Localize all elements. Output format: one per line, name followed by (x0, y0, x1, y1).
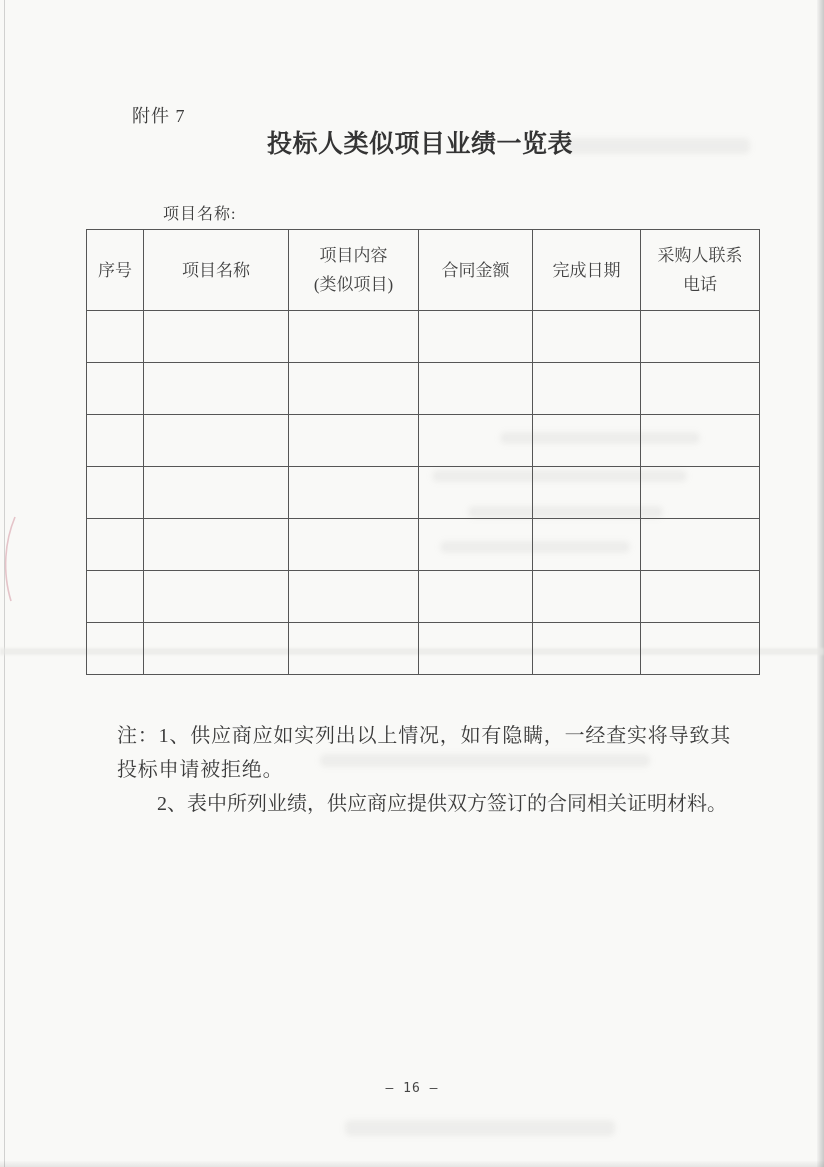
table-row (87, 519, 760, 571)
table-cell (419, 623, 533, 675)
table-body (87, 311, 760, 675)
table-cell (289, 311, 419, 363)
table-cell (419, 363, 533, 415)
column-header-contract-amount: 合同金额 (419, 230, 533, 311)
project-name-label: 项目名称: (163, 206, 237, 223)
table-cell (533, 363, 641, 415)
table-row (87, 415, 760, 467)
scan-artifact-bottom-edge-strip (0, 1161, 824, 1167)
table-header-row (87, 230, 760, 311)
table-cell (144, 519, 289, 571)
column-header-purchaser-phone: 采购人联系 电话 (641, 230, 760, 311)
page-title: 投标人类似项目业绩一览表 (266, 131, 573, 158)
table-cell (289, 363, 419, 415)
table-cell (289, 467, 419, 519)
table-cell (419, 571, 533, 623)
table-cell (533, 571, 641, 623)
table-cell (289, 415, 419, 467)
table-cell (289, 519, 419, 571)
scan-artifact-smudge (345, 1120, 615, 1136)
table-cell (87, 467, 144, 519)
table-cell (144, 415, 289, 467)
table-cell (144, 571, 289, 623)
table-cell (87, 519, 144, 571)
note-line-1: 注：1、供应商应如实列出以上情况，如有隐瞒，一经查实将导致其 (117, 725, 731, 747)
table-cell (87, 623, 144, 675)
scan-artifact-right-edge-strip (817, 0, 824, 1167)
column-header-project-name: 项目名称 (144, 230, 289, 311)
table-row (87, 467, 760, 519)
note-line-3: 2、表中所列业绩，供应商应提供双方签订的合同相关证明材料。 (157, 793, 727, 815)
table-row (87, 363, 760, 415)
table-cell (289, 571, 419, 623)
table-cell (419, 519, 533, 571)
table-row (87, 571, 760, 623)
column-header-completion-date: 完成日期 (533, 230, 641, 311)
table-cell (533, 311, 641, 363)
table-cell (87, 415, 144, 467)
table-cell (641, 571, 760, 623)
table-cell (289, 623, 419, 675)
table-cell (533, 415, 641, 467)
table-cell (144, 311, 289, 363)
table-cell (87, 363, 144, 415)
table-cell (533, 519, 641, 571)
table-cell (641, 415, 760, 467)
table-cell (641, 519, 760, 571)
table-row (87, 311, 760, 363)
table-cell (641, 363, 760, 415)
table-cell (419, 467, 533, 519)
table-cell (87, 311, 144, 363)
table-cell (641, 467, 760, 519)
table-cell (87, 571, 144, 623)
scan-artifact-pink-mark (0, 515, 22, 603)
table-cell (641, 311, 760, 363)
table-cell (144, 363, 289, 415)
table-cell (144, 623, 289, 675)
table-cell (419, 415, 533, 467)
attachment-label: 附件 7 (132, 106, 186, 126)
table-row (87, 623, 760, 675)
table-cell (533, 467, 641, 519)
column-header-project-content: 项目内容 (类似项目) (289, 230, 419, 311)
column-header-index: 序号 (87, 230, 144, 311)
table-cell (419, 311, 533, 363)
table-header (87, 230, 760, 311)
table-cell (144, 467, 289, 519)
page-number: — 16 — (385, 1081, 439, 1096)
table-cell (641, 623, 760, 675)
scan-artifact-smudge (320, 754, 650, 767)
similar-projects-table (86, 229, 760, 675)
note-line-2: 投标申请被拒绝。 (117, 759, 284, 781)
table-cell (533, 623, 641, 675)
